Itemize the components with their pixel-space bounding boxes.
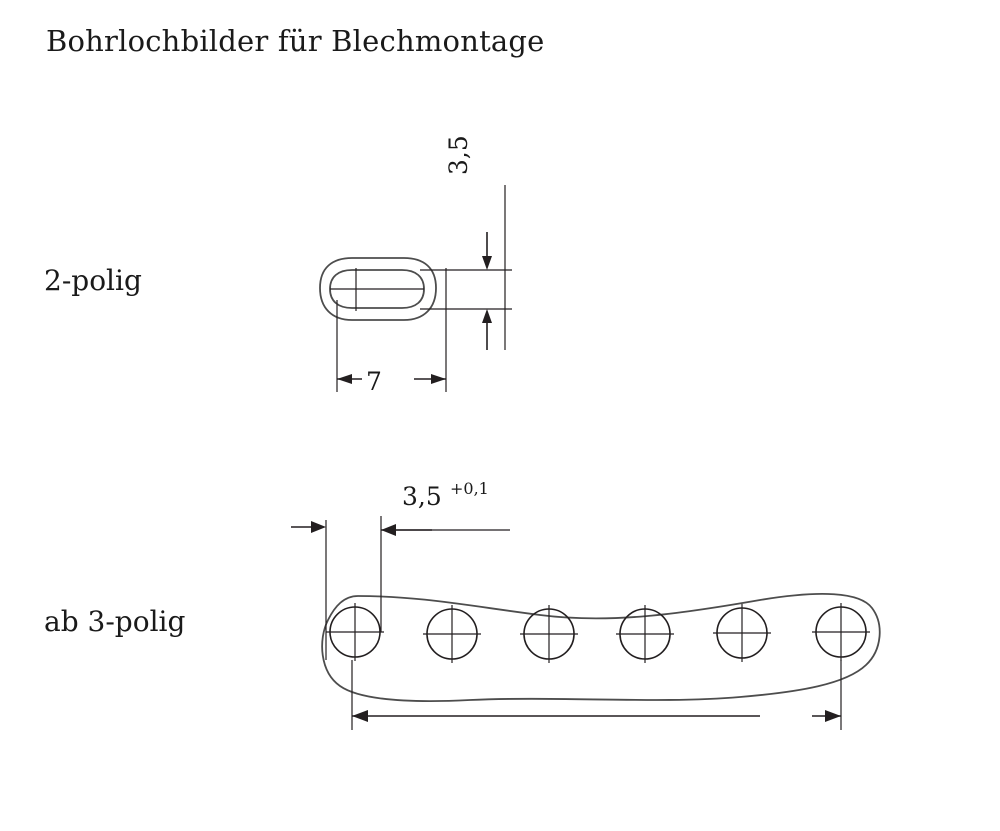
hole-row	[326, 603, 870, 663]
dimension-slot-height: 3,5	[444, 135, 473, 175]
dimension-pitch-value: 3,5	[402, 482, 442, 511]
row-label-ab-3-polig: ab 3-polig	[44, 605, 186, 638]
plate-outline	[322, 594, 880, 701]
page-title: Bohrlochbilder für Blechmontage	[46, 24, 545, 58]
hole-2	[423, 605, 481, 663]
dimension-pitch-tolerance: +0,1	[450, 479, 489, 498]
dimension-lines-total-length	[352, 660, 841, 731]
row-label-2-polig: 2-polig	[44, 264, 142, 297]
hole-1	[326, 603, 384, 661]
dimension-lines-slot-width	[337, 268, 446, 392]
hole-6	[812, 603, 870, 661]
slot-inner-hole	[330, 268, 424, 311]
hole-5	[713, 604, 771, 662]
dimension-slot-width: 7	[366, 367, 382, 396]
dimension-lines-slot-height	[420, 185, 512, 350]
